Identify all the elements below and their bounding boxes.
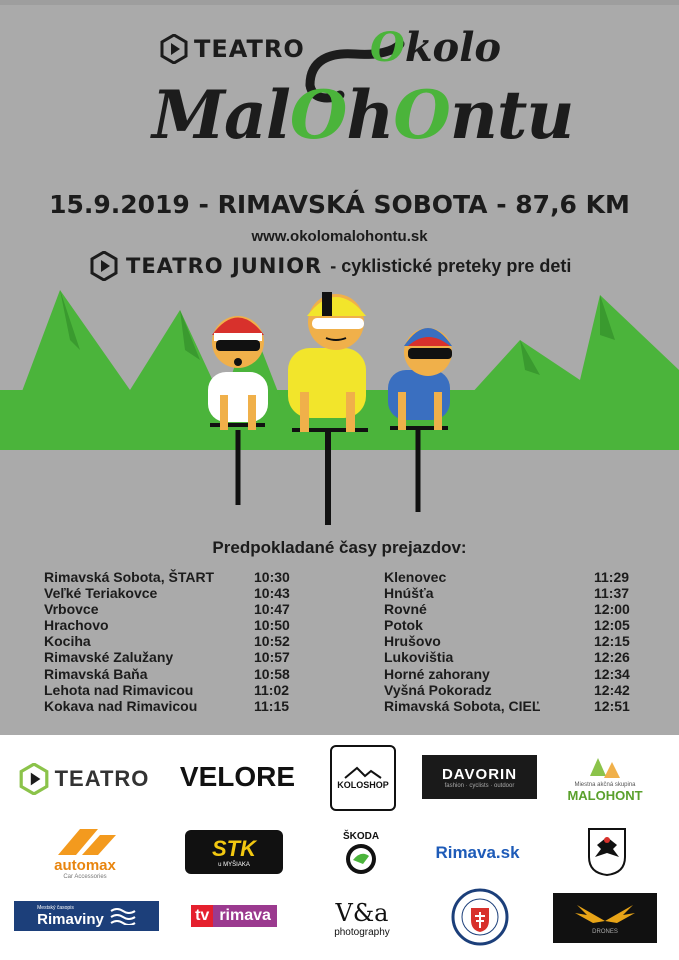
sponsor-automax[interactable] xyxy=(30,823,140,883)
schedule-row xyxy=(44,585,304,601)
title-part: Mal xyxy=(152,76,290,154)
schedule-time: 12:34 xyxy=(594,665,630,682)
sponsor-davorin[interactable] xyxy=(422,755,537,799)
title-okolo-rest: kolo xyxy=(404,24,502,71)
schedule-place: Hnúšťa xyxy=(384,585,434,602)
top-strip xyxy=(0,0,679,5)
schedule-place: Lehota nad Rimavicou xyxy=(44,681,194,698)
sponsor-stk[interactable] xyxy=(185,830,283,874)
sponsor-rimaviny[interactable] xyxy=(14,901,159,931)
eagle-coat-of-arms-icon xyxy=(587,827,627,877)
schedule-place: Rimavská Sobota, ŠTART xyxy=(44,569,215,585)
schedule-row xyxy=(44,617,304,633)
schedule-row xyxy=(44,666,304,682)
sponsor-skoda-label: ŠKODA xyxy=(342,830,380,842)
schedule-time: 11:15 xyxy=(254,697,290,714)
teatro-junior xyxy=(90,251,571,281)
play-hex-icon xyxy=(19,763,49,795)
sponsor-drones[interactable] xyxy=(553,893,657,943)
schedule-time: 10:58 xyxy=(254,665,290,682)
sponsor-drones-label: DRONES xyxy=(592,929,618,935)
schedule-place: Rimavská Baňa xyxy=(44,665,148,682)
play-hex-icon xyxy=(160,34,188,64)
sponsor-davorin-label: DAVORIN xyxy=(441,765,518,783)
schedule-time: 10:43 xyxy=(254,585,290,602)
schedule-time: 12:42 xyxy=(594,681,630,698)
sponsor-rimaviny-label: Rimaviny xyxy=(37,910,104,928)
sponsor-tv-label: tv xyxy=(191,905,213,927)
schedule-place: Kokava nad Rimavicou xyxy=(44,697,198,714)
sponsor-teatro-label: TEATRO xyxy=(54,766,150,791)
teatro-wordmark: TEATRO xyxy=(194,35,305,63)
tree-icon xyxy=(588,756,622,782)
schedule-time: 11:37 xyxy=(594,585,630,602)
schedule-time: 10:50 xyxy=(254,617,290,634)
sponsor-koloshop[interactable] xyxy=(330,745,396,811)
wings-icon xyxy=(573,901,637,929)
schedule-place: Hrušovo xyxy=(384,633,441,650)
schedule-place: Klenovec xyxy=(384,569,447,585)
sponsor-stk-sub: u MYŠIAKA xyxy=(218,862,250,868)
schedule-title: Predpokladané časy prejazdov: xyxy=(212,538,467,557)
schedule-place: Rimavské Zalužany xyxy=(44,649,174,666)
schedule-row xyxy=(44,682,304,698)
schedule-time: 11:02 xyxy=(254,681,290,698)
sponsor-automax-label: automax xyxy=(54,856,116,874)
schedule-time: 11:29 xyxy=(594,569,630,585)
schedule-place: Hrachovo xyxy=(44,617,109,634)
schedule-time: 12:05 xyxy=(594,617,630,634)
sponsor-velore[interactable]: VELORE xyxy=(179,761,296,792)
schedule-time: 10:47 xyxy=(254,601,290,618)
schedule-place: Lukovištia xyxy=(384,649,454,666)
title-malohontu xyxy=(152,76,573,154)
schedule-right-column xyxy=(384,569,644,714)
schedule-row xyxy=(44,649,304,665)
schedule-row xyxy=(384,617,644,633)
sponsor-automax-sub: Car Accessories xyxy=(63,873,107,880)
schedule-time: 12:51 xyxy=(594,697,630,714)
police-emblem-icon xyxy=(451,888,509,946)
mountain-icon xyxy=(343,766,383,780)
sponsor-rimava-sk[interactable] xyxy=(420,833,535,873)
sponsor-va-sub: photography xyxy=(334,926,390,938)
waves-icon xyxy=(110,907,136,925)
sponsor-va-label: V&a xyxy=(335,898,389,927)
sponsor-va-photography[interactable] xyxy=(322,895,402,941)
sponsor-davorin-sub: fashion · cyclists · outdoor xyxy=(444,782,515,789)
cyclist-middle xyxy=(288,292,368,525)
schedule-time: 10:57 xyxy=(254,649,290,666)
schedule-place: Rimavská Sobota, CIEĽ xyxy=(384,697,541,714)
schedule-place: Vyšná Pokoradz xyxy=(384,681,492,698)
schedule-row xyxy=(384,649,644,665)
schedule-row xyxy=(384,633,644,649)
schedule-row xyxy=(384,682,644,698)
cyclists-illustration xyxy=(0,280,679,530)
schedule-row xyxy=(384,698,644,714)
teatro-logo xyxy=(160,34,305,64)
schedule-place: Potok xyxy=(384,617,423,634)
sponsor-malohont-sub: Miestna akčná skupina xyxy=(574,781,636,788)
schedule-left-column xyxy=(44,569,304,714)
junior-title: TEATRO JUNIOR xyxy=(126,254,323,278)
schedule-place: Kociha xyxy=(44,633,91,650)
schedule-row xyxy=(384,666,644,682)
sponsor-rimava-label: rimava xyxy=(213,905,277,927)
event-line: 15.9.2019 - RIMAVSKÁ SOBOTA - 87,6 KM xyxy=(49,190,630,219)
title-okolo xyxy=(370,24,501,71)
schedule-place: Veľké Teriakovce xyxy=(44,585,158,602)
sponsor-skoda[interactable] xyxy=(330,823,392,883)
title-part: ntu xyxy=(449,76,574,154)
play-hex-icon xyxy=(90,251,118,281)
sponsor-malohont-label: MALOHONT xyxy=(567,787,643,803)
skoda-emblem-icon xyxy=(344,842,378,876)
schedule-row xyxy=(44,601,304,617)
schedule-row xyxy=(384,601,644,617)
schedule-row xyxy=(44,698,304,714)
title-part-green: O xyxy=(289,76,347,154)
schedule-time: 12:00 xyxy=(594,601,630,618)
junior-subtitle: - cyklistické preteky pre deti xyxy=(330,255,572,276)
sponsor-teatro[interactable] xyxy=(14,759,154,799)
sponsor-malohont[interactable] xyxy=(555,749,655,809)
sponsors-panel xyxy=(0,735,679,960)
sponsor-koloshop-label: KOLOSHOP xyxy=(337,780,389,790)
sponsor-stk-label: STK xyxy=(212,836,256,861)
schedule-row xyxy=(384,569,644,585)
automax-mark-icon xyxy=(50,827,120,857)
schedule-time: 10:30 xyxy=(254,569,290,585)
sponsor-rimava-sk-label: Rimava.sk xyxy=(435,843,520,862)
title-okolo-o: O xyxy=(370,24,405,71)
schedule-place: Rovné xyxy=(384,601,427,618)
schedule-time: 12:15 xyxy=(594,633,630,650)
schedule-row xyxy=(384,585,644,601)
schedule-place: Horné zahorany xyxy=(384,665,490,682)
schedule-place: Vrbovce xyxy=(44,601,99,618)
schedule-row xyxy=(44,569,304,585)
sponsor-tvrimava[interactable] xyxy=(178,901,290,931)
schedule-time: 10:52 xyxy=(254,633,290,650)
sponsor-coat-of-arms[interactable] xyxy=(585,825,629,879)
sponsor-rimaviny-sub: Mestský časopis xyxy=(37,904,74,911)
website-link[interactable]: www.okolomalohontu.sk xyxy=(251,228,428,245)
title-part: h xyxy=(346,76,394,154)
schedule-time: 12:26 xyxy=(594,649,630,666)
sponsor-police[interactable] xyxy=(450,887,510,947)
cyclist-left xyxy=(208,316,268,505)
schedule-row xyxy=(44,633,304,649)
title-part-green: O xyxy=(393,76,450,154)
